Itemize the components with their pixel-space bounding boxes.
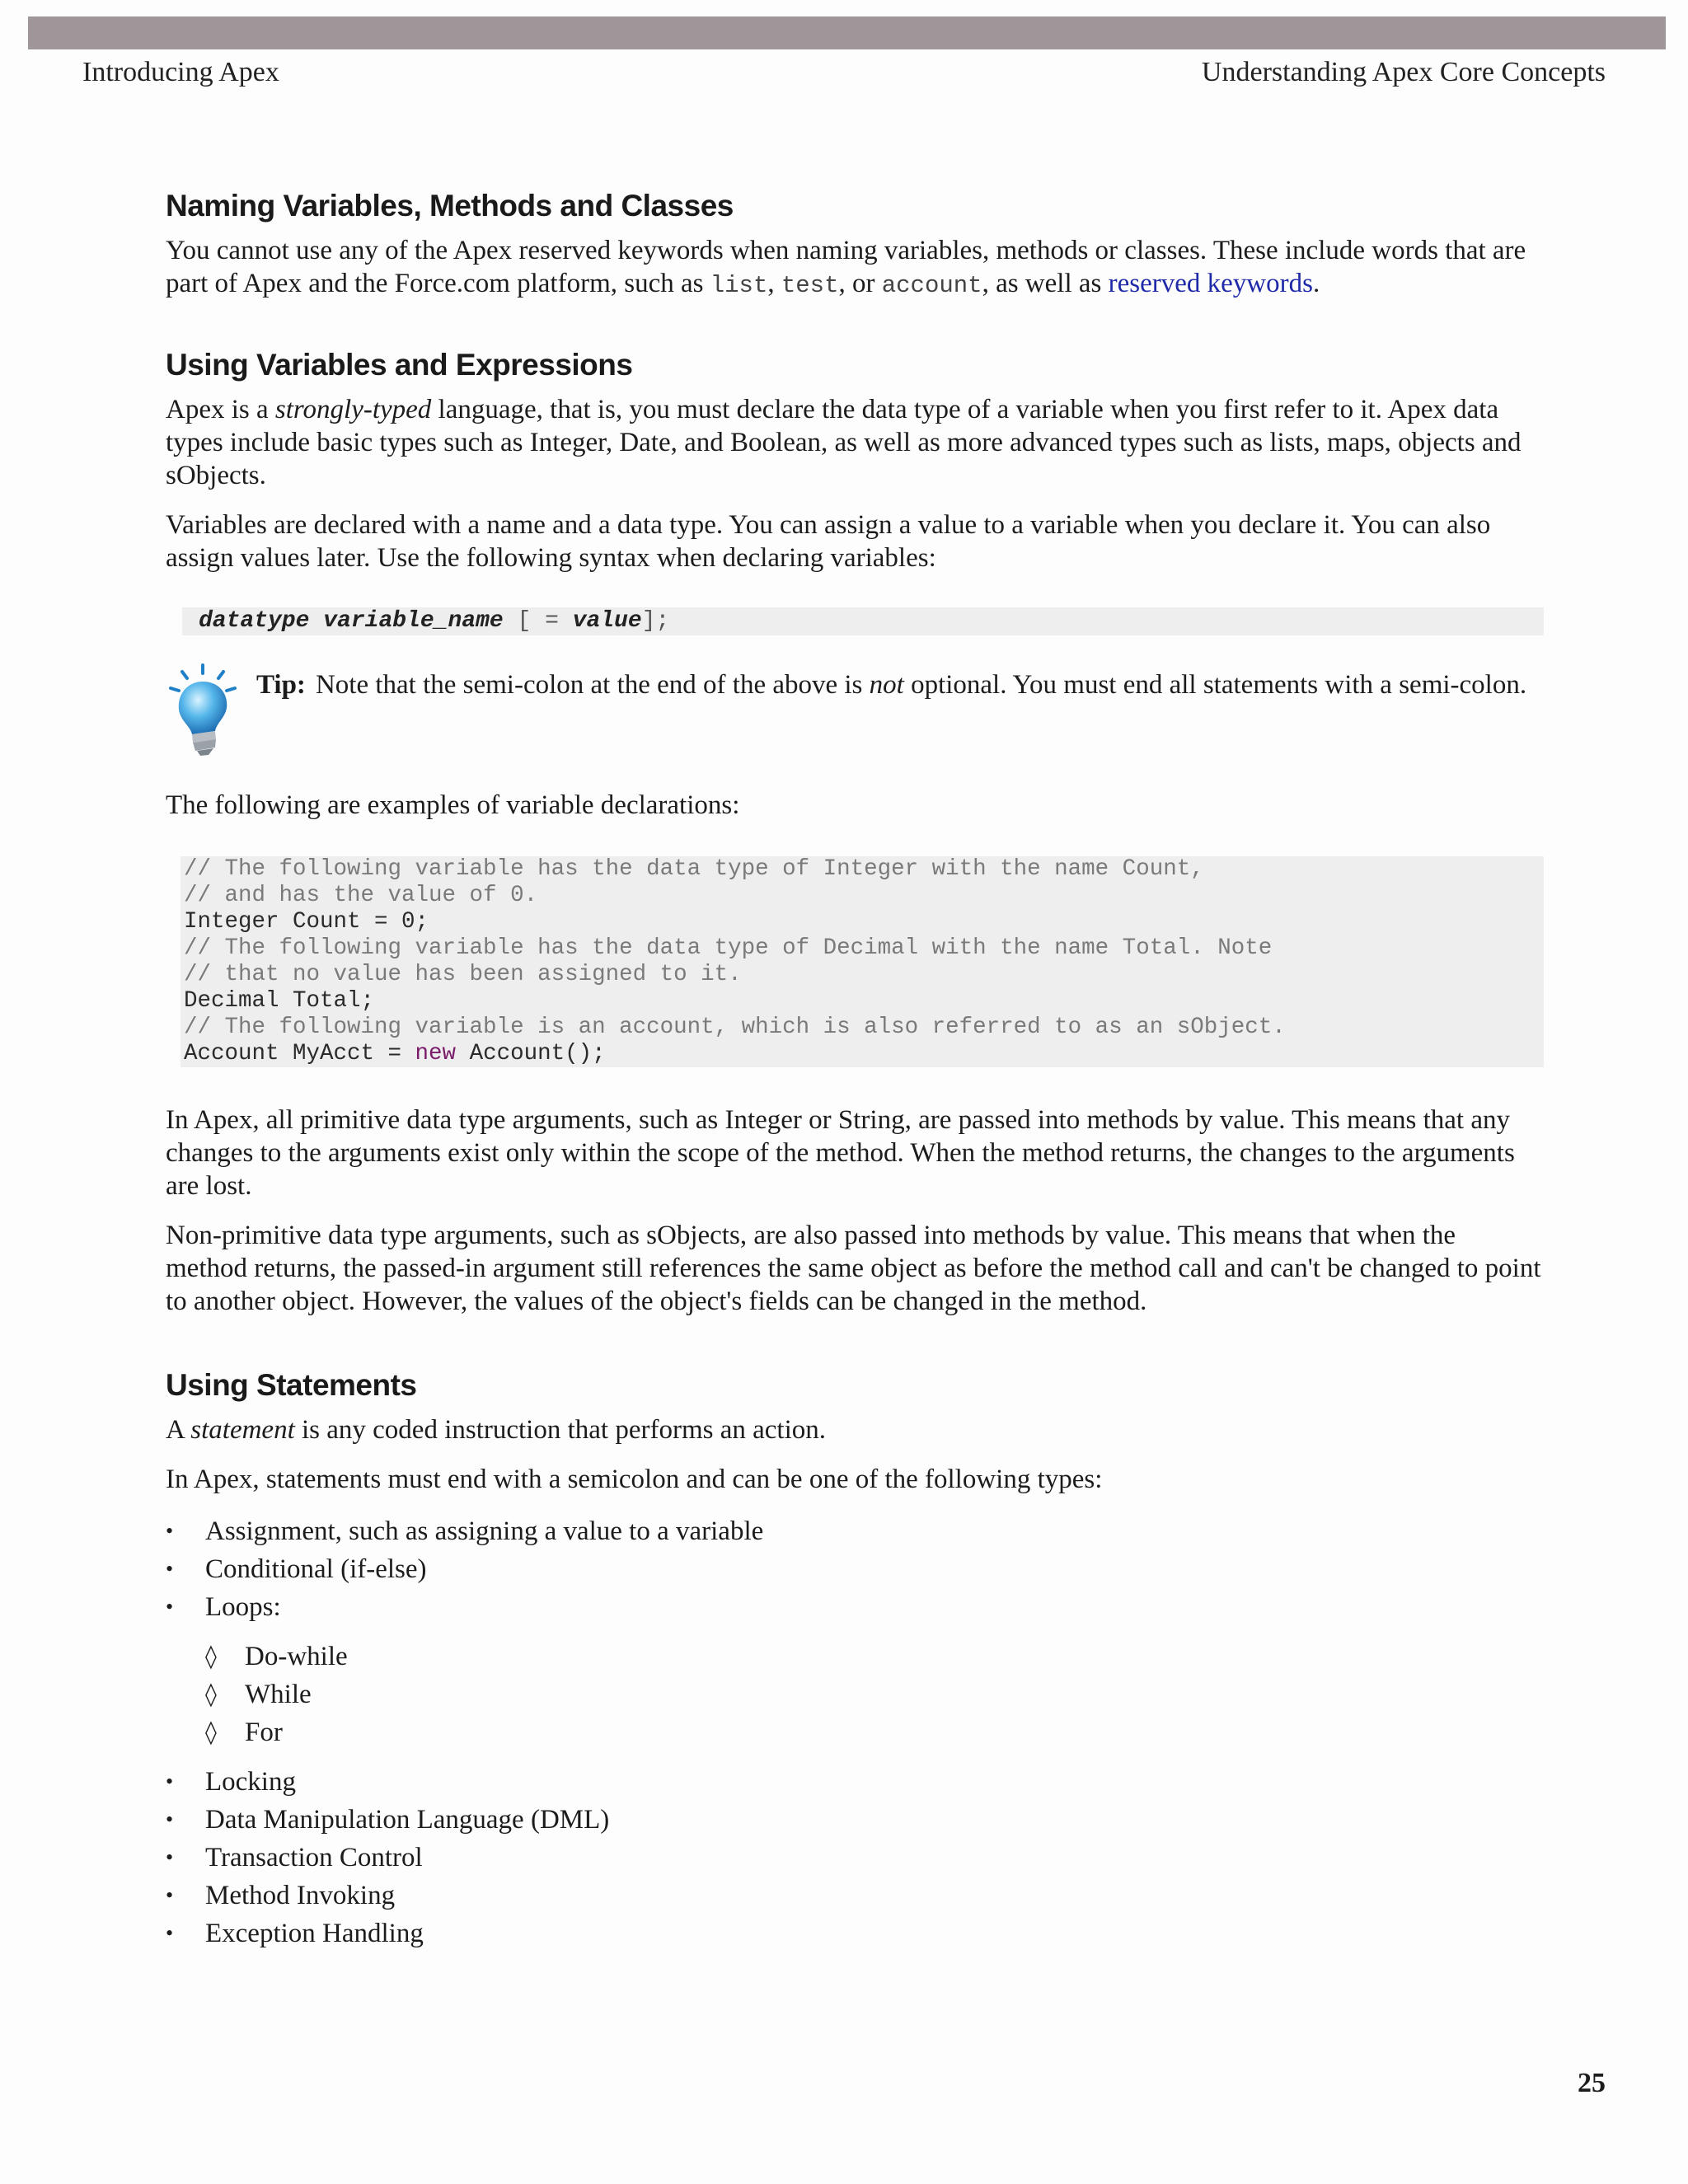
list-item: ◊ While — [205, 1675, 1544, 1713]
list-item: • Method Invoking — [166, 1877, 1544, 1915]
code-line: // that no value has been assigned to it. — [184, 962, 742, 987]
list-item: • Loops: — [166, 1588, 1544, 1626]
separator: , — [767, 269, 781, 298]
text: Note that the semi-colon at the end of the above is — [315, 670, 870, 700]
separator: , as well as — [982, 269, 1109, 298]
code-line: Decimal Total; — [184, 988, 375, 1014]
statements-paragraph-2: In Apex, statements must end with a semicolon and can be one of the following types: — [166, 1465, 1103, 1494]
text: A — [166, 1415, 191, 1445]
emphasis: statement — [190, 1415, 295, 1445]
syntax-bracket: ]; — [641, 608, 670, 634]
code-line: // The following variable has the data type of Decimal with the name Total. Note — [184, 935, 1273, 961]
text: is any coded instruction that performs an action. — [294, 1415, 826, 1445]
naming-paragraph — [166, 234, 1544, 302]
text: language, that is, you must declare the data type of a variable when you first refer to it. Apex data types include basic types such as Integer, Date, and Boolean, as well as more advanced types such as lists, maps, objects and sObjects. — [166, 395, 1522, 490]
code-line: // The following variable is an account, which is also referred to as an sObject. — [184, 1015, 1286, 1040]
code-block — [181, 856, 1544, 1067]
code-text: Account(); — [456, 1041, 606, 1066]
code-line: // The following variable has the data type of Integer with the name Count, — [184, 856, 1204, 882]
separator: , or — [838, 269, 882, 298]
variables-paragraph-1 — [166, 393, 1544, 492]
variables-paragraph-2: Variables are declared with a name and a data type. You can assign a value to a variable when you declare it. You can also assign values later. Use the following syntax when declaring variables: — [166, 510, 1491, 573]
text: optional. You must end all statements with a semi-colon. — [903, 670, 1527, 700]
list-item: • Exception Handling — [166, 1915, 1544, 1952]
keyword-account: account — [881, 272, 982, 299]
loops-list — [205, 1638, 1544, 1751]
code-line: Integer Count = 0; — [184, 909, 429, 935]
lightbulb-icon — [166, 662, 240, 757]
emphasis: strongly-typed — [274, 395, 432, 424]
code-text: Account MyAcct = — [184, 1041, 415, 1066]
tip-box — [166, 668, 1544, 764]
statement-types-list-continued — [166, 1763, 1544, 1952]
code-line — [184, 1041, 1540, 1067]
keyword-test: test — [781, 272, 839, 299]
tip-text — [256, 668, 1559, 701]
keyword-list: list — [710, 272, 768, 299]
variables-paragraph-4: In Apex, all primitive data type arguments, such as Integer or String, are passed into methods by value. This means that any changes to the arguments exist only within the scope of the method. When the method returns, the changes to the arguments are lost. — [166, 1105, 1515, 1201]
list-item: • Data Manipulation Language (DML) — [166, 1801, 1544, 1839]
section-title-naming: Naming Variables, Methods and Classes — [166, 189, 734, 223]
text: Apex is a — [166, 395, 275, 424]
running-header-left: Introducing Apex — [82, 57, 279, 87]
page-number: 25 — [1578, 2068, 1606, 2098]
running-header-right: Understanding Apex Core Concepts — [1201, 57, 1606, 87]
header-bar — [28, 16, 1666, 49]
section-title-variables: Using Variables and Expressions — [166, 348, 633, 382]
code-keyword: new — [415, 1041, 457, 1066]
period: . — [1312, 269, 1320, 298]
statements-paragraph-1 — [166, 1413, 1544, 1446]
list-item: • Locking — [166, 1763, 1544, 1801]
syntax-value: value — [572, 608, 642, 634]
tip-label: Tip: — [256, 670, 306, 700]
section-title-statements: Using Statements — [166, 1368, 417, 1402]
page-content — [166, 188, 1544, 1952]
list-item: ◊ For — [205, 1713, 1544, 1751]
variables-paragraph-3: The following are examples of variable declarations: — [166, 790, 740, 820]
list-item: • Transaction Control — [166, 1839, 1544, 1877]
list-item: • Assignment, such as assigning a value to a variable — [166, 1512, 1544, 1550]
syntax-variable-name: variable_name — [323, 608, 504, 634]
list-item: • Conditional (if-else) — [166, 1550, 1544, 1588]
emphasis: not — [869, 670, 904, 700]
naming-text: You cannot use any of the Apex reserved keywords when naming variables, methods or classes. These include words that are part of Apex and the Force.com platform, such as — [166, 236, 1526, 298]
syntax-datatype: datatype — [199, 608, 310, 634]
variables-paragraph-5: Non-primitive data type arguments, such as sObjects, are also passed into methods by value. This means that when the method returns, the passed-in argument still references the same object as before the method call and can't be changed to point to another object. However, the values of the object's fields can be changed in the method. — [166, 1221, 1541, 1316]
syntax-block — [182, 607, 1544, 635]
reserved-keywords-link[interactable]: reserved keywords — [1108, 269, 1313, 298]
statement-types-list — [166, 1512, 1544, 1626]
list-item: ◊ Do-while — [205, 1638, 1544, 1675]
code-line: // and has the value of 0. — [184, 883, 538, 908]
syntax-bracket: [ = — [517, 608, 573, 634]
